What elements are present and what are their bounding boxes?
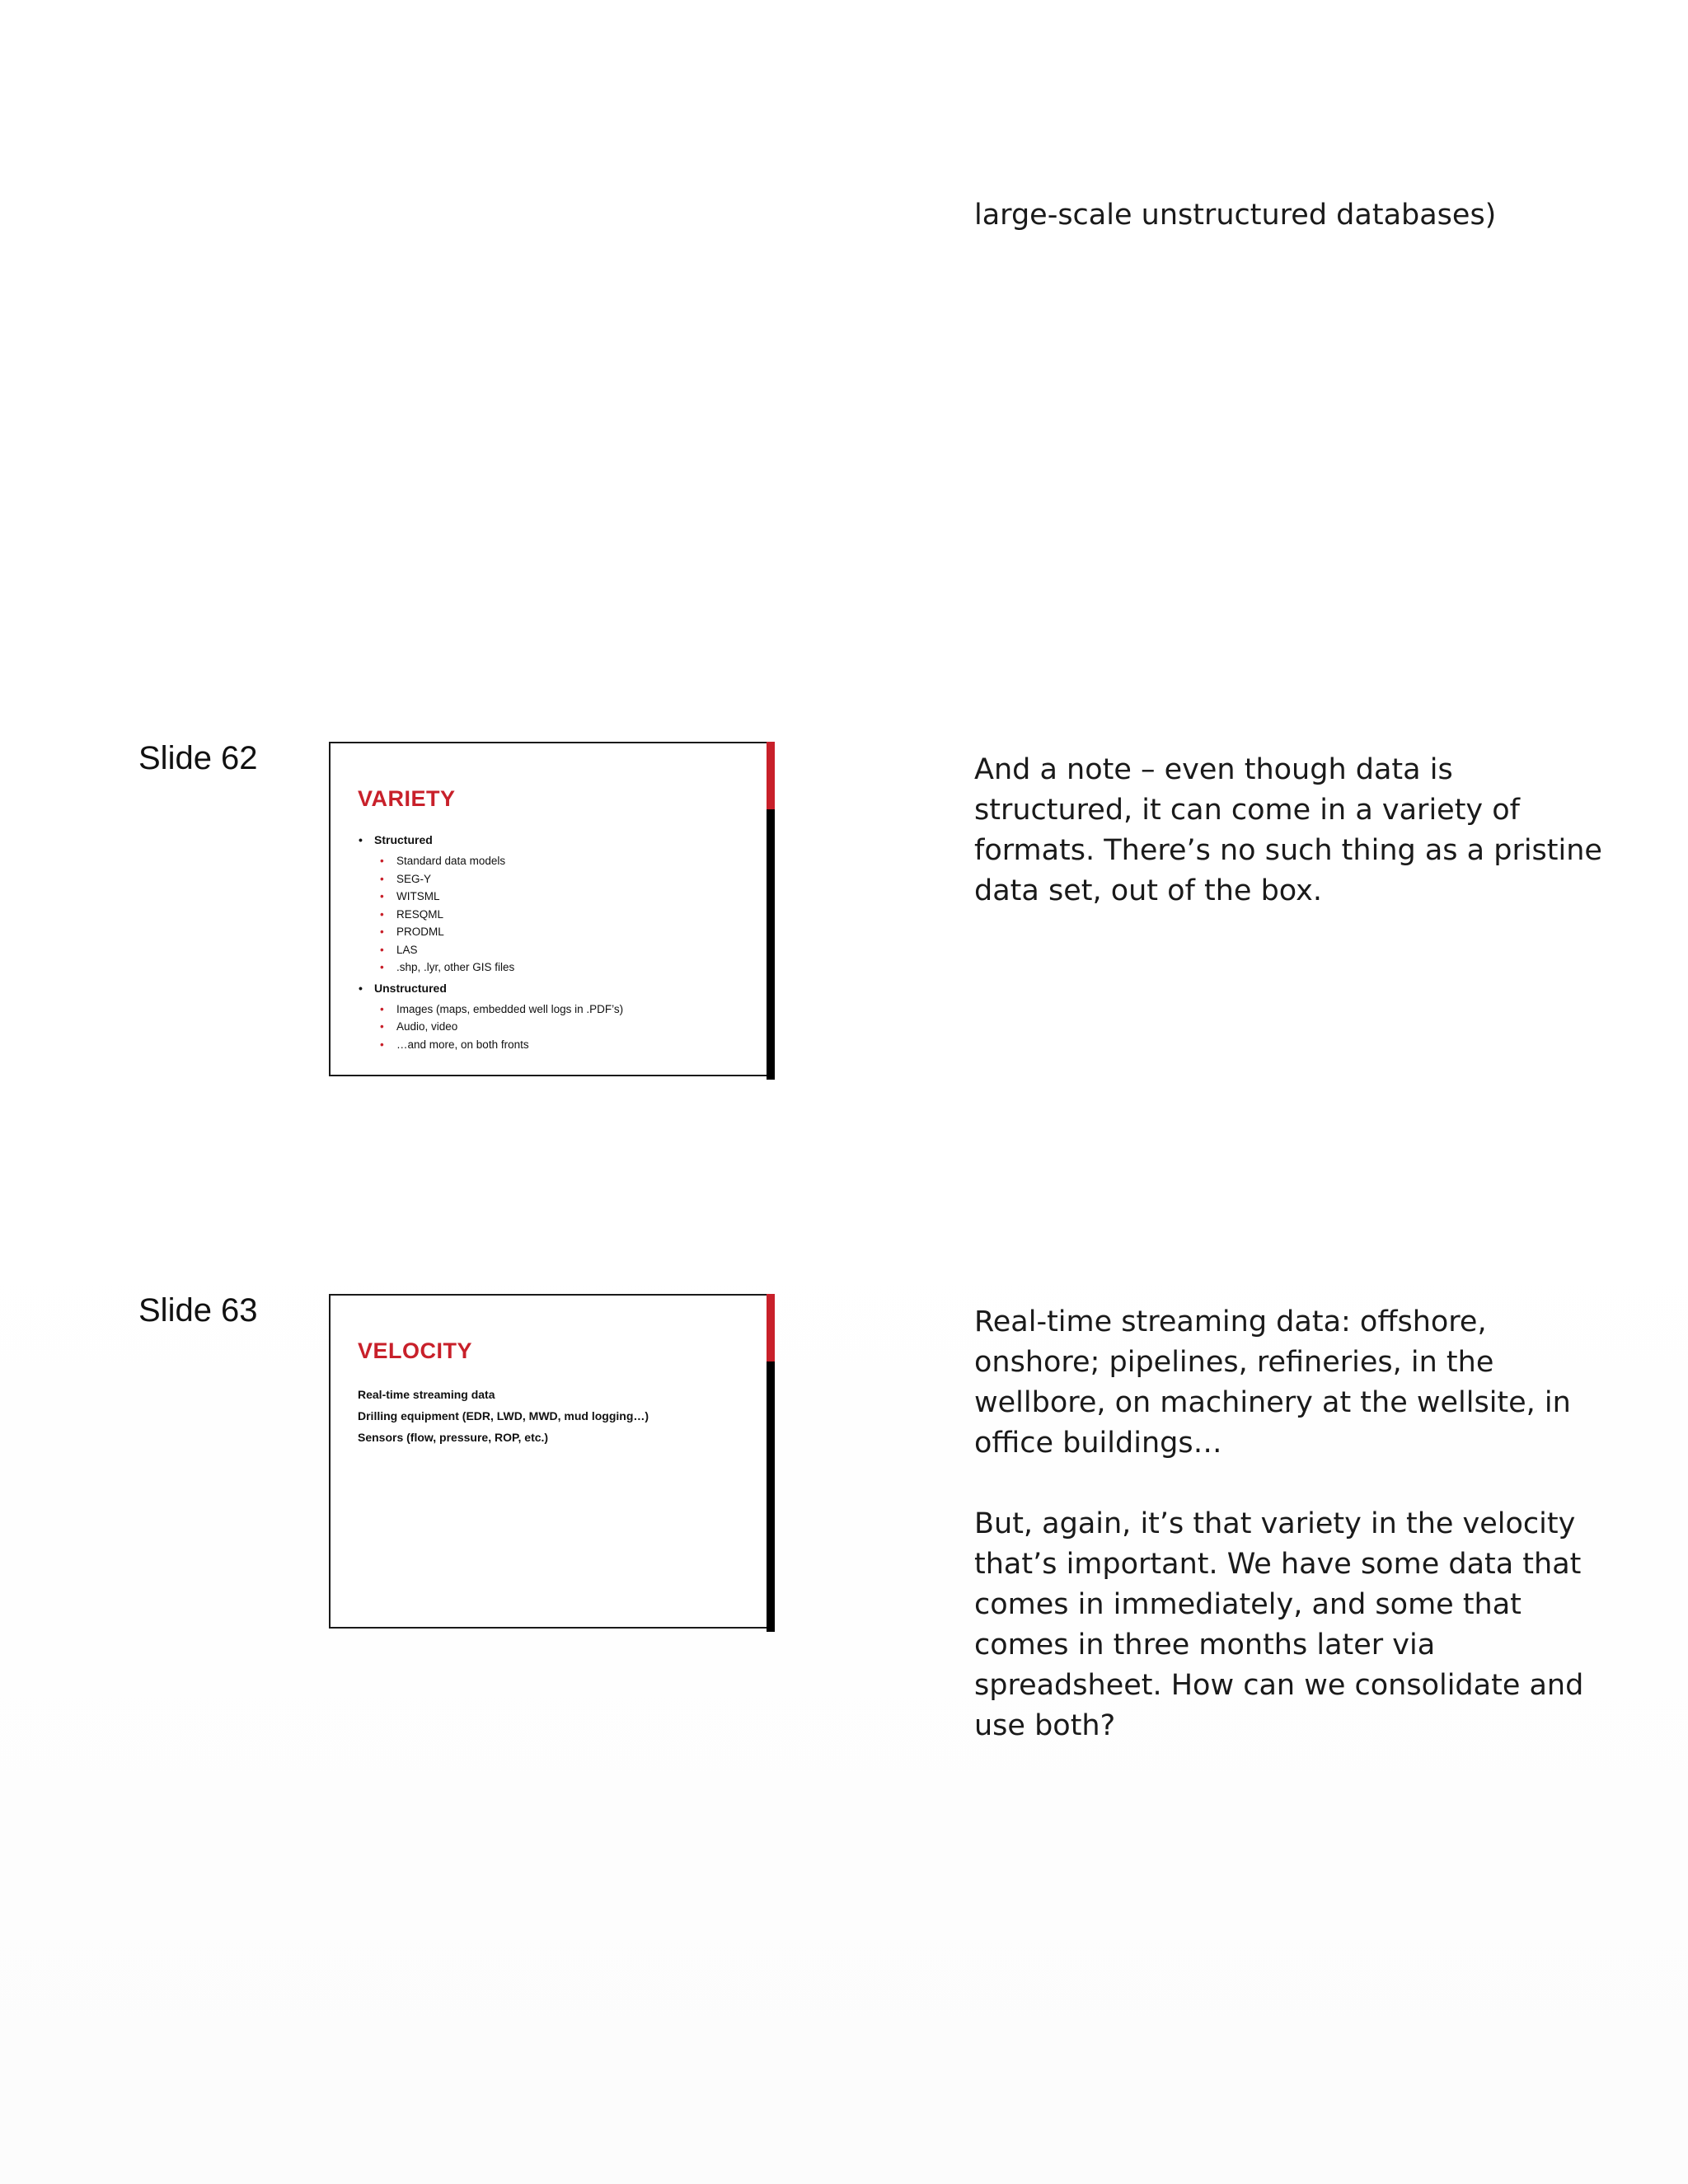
red-bullet-icon: • [380, 907, 384, 921]
red-bullet-icon: • [380, 961, 384, 973]
red-bullet-icon: • [380, 926, 384, 938]
sub-bullet [358, 906, 757, 924]
sub-bullet [358, 870, 757, 888]
bullet-dot-icon: • [359, 981, 363, 995]
bullet-structured [358, 832, 757, 849]
bullet-unstructured [358, 980, 757, 997]
sub-bullet-text: LAS [396, 943, 418, 956]
structured-sublist [358, 852, 757, 977]
sub-bullet-text: Images (maps, embedded well logs in .PDF’s) [396, 1002, 624, 1015]
sub-bullet-text: …and more, on both fronts [396, 1038, 529, 1051]
red-bullet-icon: • [380, 943, 384, 956]
red-bullet-icon: • [380, 1038, 384, 1051]
note-paragraph: Real-time streaming data: offshore, onshore; pipelines, refineries, in the wellbore, on machinery at the wellsite, in office buildings… [974, 1305, 1571, 1460]
sub-bullet-text: PRODML [396, 926, 444, 938]
slide-line: Drilling equipment (EDR, LWD, MWD, mud logging…) [358, 1409, 649, 1422]
slide-accent-bar [767, 1294, 775, 1361]
sub-bullet-text: Standard data models [396, 855, 506, 867]
slide-line: Real-time streaming data [358, 1388, 495, 1401]
sub-bullet-text: Audio, video [396, 1020, 458, 1033]
sub-bullet [358, 923, 757, 941]
slide-title: VELOCITY [358, 1338, 473, 1363]
slide-line: Sensors (flow, pressure, ROP, etc.) [358, 1431, 549, 1444]
slide-body [358, 832, 757, 1057]
bullet-dot-icon: • [359, 833, 363, 846]
slide-title: VARIETY [358, 786, 456, 811]
bullet-text: Unstructured [374, 981, 447, 995]
sub-bullet-text: .shp, .lyr, other GIS files [396, 961, 515, 973]
sub-bullet [358, 958, 757, 977]
bullet-text: Structured [374, 833, 433, 846]
red-bullet-icon: • [380, 1020, 384, 1033]
continued-note-text: large-scale unstructured databases) [974, 199, 1497, 232]
slide-62-notes [974, 750, 1617, 912]
note-paragraph: And a note – even though data is structured, it can come in a variety of formats. There’s no such thing as a pristine data set, out of the box. [974, 753, 1602, 907]
slide-63-notes [974, 1302, 1617, 1746]
sub-bullet-text: RESQML [396, 907, 444, 921]
sub-bullet [358, 852, 757, 870]
sub-bullet [358, 1036, 757, 1054]
slide-63-thumbnail [329, 1294, 775, 1629]
slide-body [358, 1384, 757, 1448]
slide-63-label: Slide 63 [138, 1292, 258, 1329]
slide-62-thumbnail [329, 742, 775, 1076]
sub-bullet [358, 941, 757, 959]
red-bullet-icon: • [380, 890, 384, 902]
red-bullet-icon: • [380, 872, 384, 885]
slide-62-label: Slide 62 [138, 740, 258, 776]
sub-bullet [358, 888, 757, 906]
sub-bullet [358, 1018, 757, 1036]
slide-accent-bar [767, 742, 775, 809]
sub-bullet-text: SEG-Y [396, 872, 432, 885]
note-paragraph: But, again, it’s that variety in the velocity that’s important. We have some data that comes in immediately, and some that comes in three months later via spreadsheet. How can we consolidate and use both? [974, 1507, 1584, 1742]
sub-bullet-text: WITSML [396, 890, 440, 902]
red-bullet-icon: • [380, 855, 384, 867]
unstructured-sublist [358, 1001, 757, 1054]
red-bullet-icon: • [380, 1002, 384, 1015]
continued-note [974, 195, 1617, 236]
sub-bullet [358, 1001, 757, 1019]
